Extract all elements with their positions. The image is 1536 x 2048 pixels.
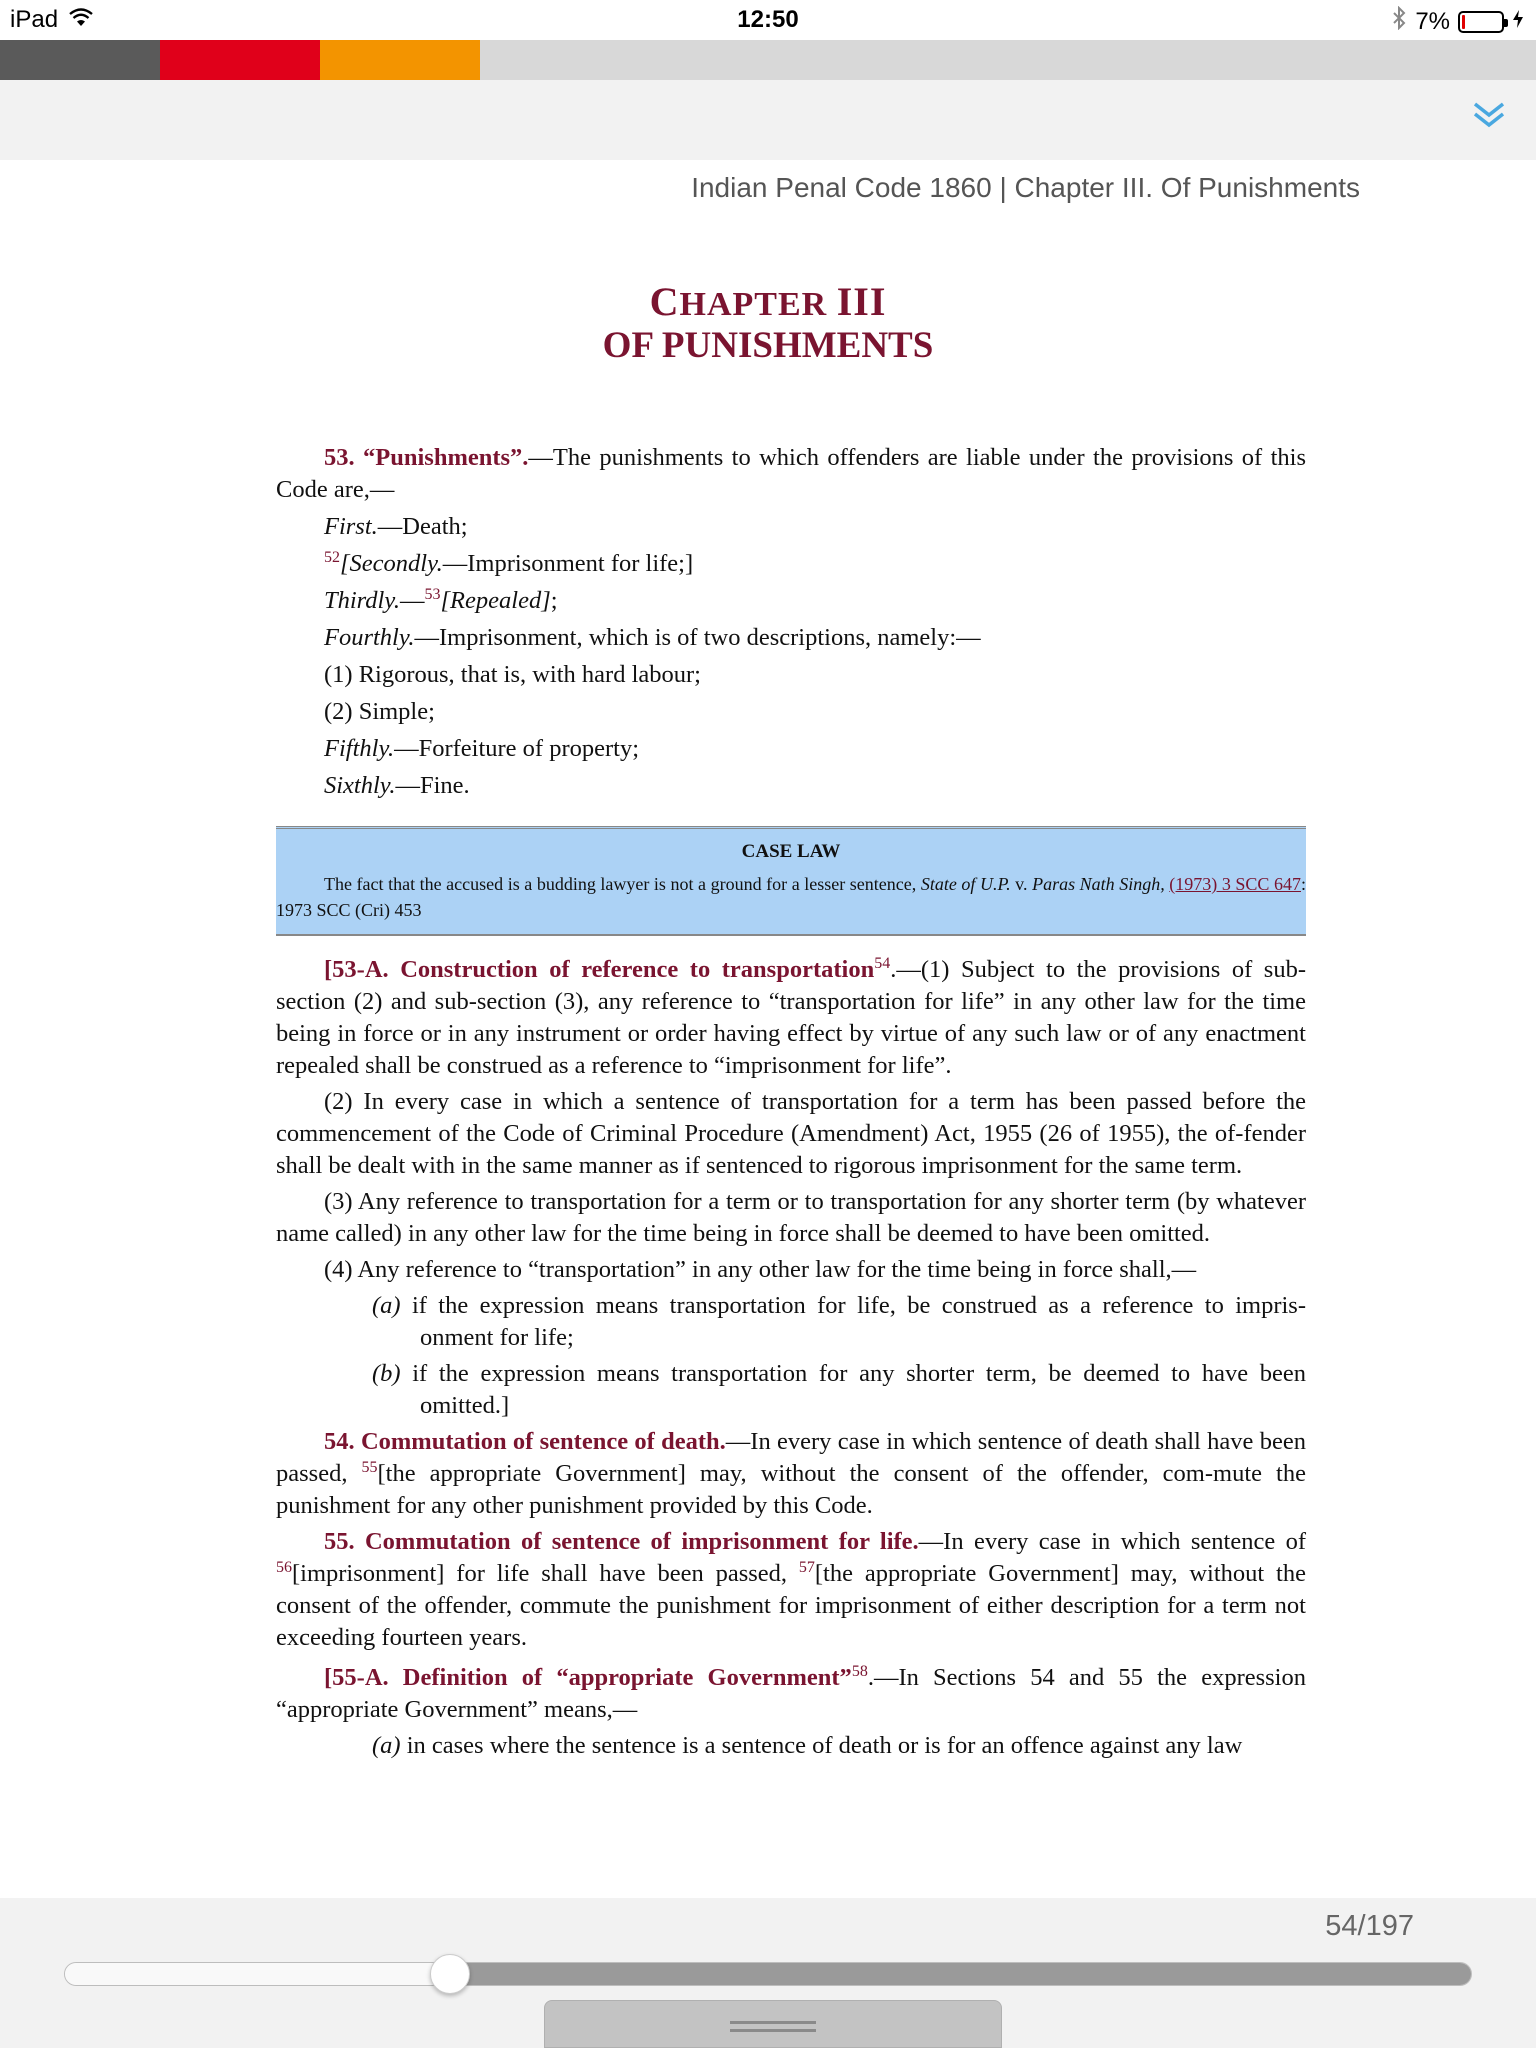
running-header: Indian Penal Code 1860 | Chapter III. Of Punishments [691, 172, 1360, 203]
section-53a-clause-a: (a) if the expression means transportation for life, be construed as a reference to impris-onment for life; [372, 1292, 1306, 1351]
case-law-text: The fact that the accused is a budding lawyer is not a ground for a lesser sentence, State of U.P. v. Paras Nath Singh, (1973) 3 SCC 647: 1973 SCC (Cri) 453 [276, 874, 1306, 920]
battery-icon [1458, 11, 1504, 33]
footnote-54[interactable]: 54 [874, 954, 891, 972]
footnote-57[interactable]: 57 [798, 1558, 815, 1576]
page-scrubber-read [65, 1963, 451, 1985]
section-54: 54. Commutation of sentence of death.—In every case in which sentence of death shall have been passed, $^{55}$[the appropriate Government] may, without the consent of the offender, com-mute the punishment for any other punishment provided by this Code. [276, 1428, 1306, 1519]
punishment-first: First.—Death; [324, 513, 468, 540]
page-scrubber-remaining [451, 1963, 1471, 1985]
device-name: iPad [10, 6, 59, 33]
section-55a: [55-A. Definition of “appropriate Government”$^{58}$.—In Sections 54 and 55 the expression “appropriate Government” means,— [276, 1662, 1306, 1723]
section-color-strip [0, 40, 1536, 80]
section-55: 55. Commutation of sentence of imprisonment for life.—In every case in which sentence of $^{56}$[imprisonment] for life shall have been passed, $^{57}$[the appropriate Government] may, without the consent of the offender, commute the punishment for imprisonment of either description for a term not exceeding fourteen years. [276, 1528, 1306, 1651]
status-bar [0, 0, 1536, 40]
footnote-52[interactable]: 52 [324, 548, 340, 566]
clock: 12:50 [737, 6, 799, 33]
section-53a-heading: [53-A. Construction of reference to transportation [324, 956, 875, 983]
grip-line-icon [730, 2029, 816, 2032]
section-53a-p1: [53-A. Construction of reference to transportation$^{54}$.—(1) Subject to the provisions of sub-section (2) and sub-section (3), any reference to “transportation for life” in any other law for the time being in force or in any instrument or order having effect by virtue of any such law or of any enactment repealed shall be construed as a reference to “imprisonment for life”. [276, 954, 1306, 1079]
section-53a-p4: (4) Any reference to “transportation” in any other law for the time being in force shall,— [324, 1256, 1197, 1283]
color-tab-orange[interactable] [320, 40, 480, 80]
punishment-fourthly: Fourthly.—Imprisonment, which is of two descriptions, namely:— [324, 624, 981, 651]
battery-percent: 7% [1415, 7, 1450, 35]
chapter-number: CHAPTER III [649, 279, 887, 324]
grip-line-icon [730, 2021, 816, 2024]
reader-toolbar [0, 80, 1536, 160]
section-53 [276, 442, 1306, 802]
section-53a-p2: (2) In every case in which a sentence of transportation for a term has been passed before the commencement of the Code of Criminal Procedure (Amendment) Act, 1955 (26 of 1955), the of-fender shall be dealt with in the same manner as if sentenced to rigorous imprisonment for the same term. [276, 1088, 1306, 1179]
color-tab-gray[interactable] [0, 40, 160, 80]
collapse-button[interactable] [1464, 90, 1514, 140]
punishment-fifthly: Fifthly.—Forfeiture of property; [324, 735, 640, 762]
section-53a [276, 954, 1306, 1762]
color-tab-red[interactable] [160, 40, 320, 80]
imprisonment-rigorous: (1) Rigorous, that is, with hard labour; [324, 661, 701, 688]
section-55-heading: 55. Commutation of sentence of imprisonment for life. [324, 1528, 919, 1555]
page-scrubber-track[interactable] [64, 1962, 1472, 1986]
footnote-56[interactable]: 56 [276, 1558, 292, 1576]
section-53-intro: 53. “Punishments”.—The punishments to which offenders are liable under the provisions of this Code are,— [276, 444, 1306, 503]
case-law-box [276, 826, 1306, 936]
imprisonment-simple: (2) Simple; [324, 698, 435, 725]
chapter-title: OF PUNISHMENTS [602, 325, 934, 366]
double-chevron-down-icon [1471, 100, 1507, 130]
status-bar-right [1391, 6, 1524, 37]
page-indicator: 54/197 [1325, 1910, 1414, 1942]
section-54-heading: 54. Commutation of sentence of death. [324, 1428, 726, 1455]
section-55a-heading: [55-A. Definition of “appropriate Government” [324, 1664, 852, 1691]
punishment-thirdly: Thirdly.—$^{53}$[Repealed]; [324, 585, 558, 614]
section-53a-clause-b: (b) if the expression means transportation for any shorter term, be deemed to have been omitted.] [372, 1360, 1306, 1419]
citation-link[interactable]: (1973) 3 SCC 647 [1169, 874, 1301, 894]
footnote-55[interactable]: 55 [361, 1458, 378, 1476]
bluetooth-icon [1391, 6, 1407, 37]
drawer-handle[interactable] [544, 2000, 1002, 2048]
section-55a-clause-a: (a) in cases where the sentence is a sentence of death or is for an offence against any law [372, 1732, 1243, 1759]
section-53a-p3: (3) Any reference to transportation for a term or to transportation for any shorter term (by whatever name called) in any other law for the time being in force shall be deemed to have been omitted. [276, 1188, 1306, 1247]
section-53-heading: 53. “Punishments”. [324, 444, 529, 471]
footnote-58[interactable]: 58 [851, 1662, 868, 1680]
case-law-heading: CASE LAW [741, 841, 841, 862]
punishment-sixthly: Sixthly.—Fine. [324, 772, 470, 799]
charging-icon [1512, 8, 1524, 36]
page-scrubber-thumb[interactable] [430, 1954, 470, 1994]
punishment-secondly: $^{52}$[Secondly.—Imprisonment for life;] [324, 548, 694, 577]
footnote-53[interactable]: 53 [424, 585, 441, 603]
